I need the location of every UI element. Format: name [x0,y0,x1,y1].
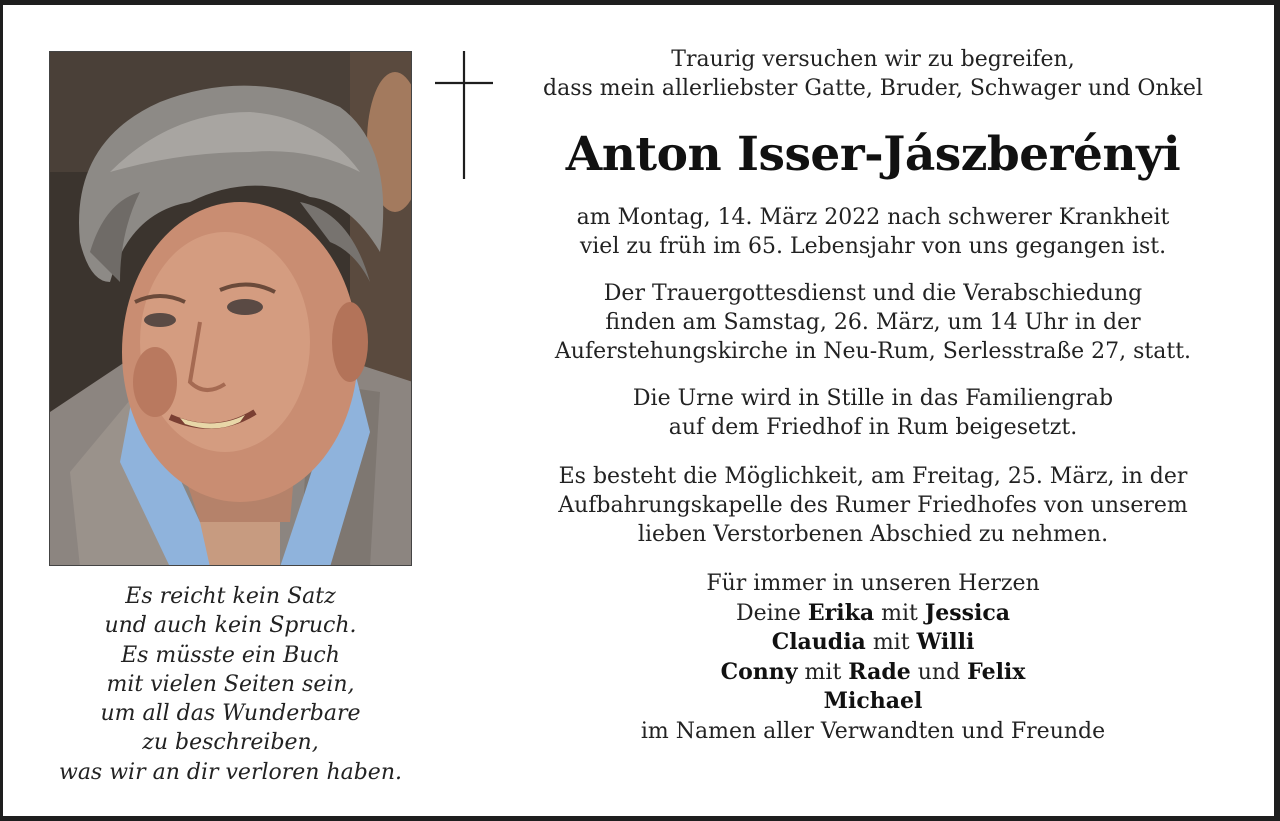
poem-line: mit vielen Seiten sein, [106,671,355,697]
death-notice-line: viel zu früh im 65. Lebensjahr von uns gegangen ist. [579,234,1167,259]
poem-line: um all das Wunderbare [100,701,361,727]
cross-icon [435,51,493,179]
signature-line: im Namen aller Verwandten und Freunde [640,718,1106,744]
sig-name: Rade [848,658,911,685]
poem-line: und auch kein Spruch. [104,613,357,639]
farewell-line: lieben Verstorbenen Abschied zu nehmen. [637,522,1109,547]
intro-line: dass mein allerliebster Gatte, Bruder, Schwager und Onkel [543,76,1203,101]
signature-line [523,599,1223,629]
portrait-image [50,52,412,566]
sig-word: und [917,659,961,685]
farewell-line: Es besteht die Möglichkeit, am Freitag, 25. März, in der [558,464,1188,489]
poem-line: Es reicht kein Satz [125,584,336,609]
sig-word: mit [804,659,842,685]
sig-word: mit [881,600,918,626]
poem [33,582,428,787]
sig-name: Willi [916,629,975,655]
intro-line: Traurig versuchen wir zu begreifen, [671,47,1075,72]
signature-line [523,658,1223,688]
sig-name: Conny [720,658,798,685]
poem-line: zu beschreiben, [142,730,319,756]
notice-text [523,45,1223,746]
death-notice-line: am Montag, 14. März 2022 nach schwerer Krankheit [576,205,1170,230]
signature-line [523,687,1223,717]
poem-line: was wir an dir verloren haben. [58,759,402,785]
sig-name: Michael [823,688,923,714]
poem-line: Es müsste ein Buch [121,642,340,668]
urn-line: Die Urne wird in Stille in das Familiengrab [632,386,1114,411]
sig-name: Felix [967,658,1026,685]
urn-line: auf dem Friedhof in Rum beigesetzt. [668,415,1078,440]
farewell-line: Aufbahrungskapelle des Rumer Friedhofes von unserem [558,493,1188,518]
sig-word: Deine [735,600,801,626]
sig-name: Jessica [924,599,1011,626]
signature-line [523,628,1223,658]
sig-name: Erika [807,599,875,626]
deceased-name: Anton Isser-Jászberényi [565,127,1181,182]
service-line: finden am Samstag, 26. März, um 14 Uhr in der [605,310,1141,335]
closing-line: Für immer in unseren Herzen [706,571,1040,596]
sig-word: mit [872,630,910,655]
service-line: Der Trauergottesdienst und die Verabschiedung [603,281,1143,306]
portrait-photo [49,51,412,566]
sig-name: Claudia [771,629,866,655]
service-line: Auferstehungskirche in Neu-Rum, Serlesstraße 27, statt. [554,339,1192,364]
signature [523,569,1223,746]
